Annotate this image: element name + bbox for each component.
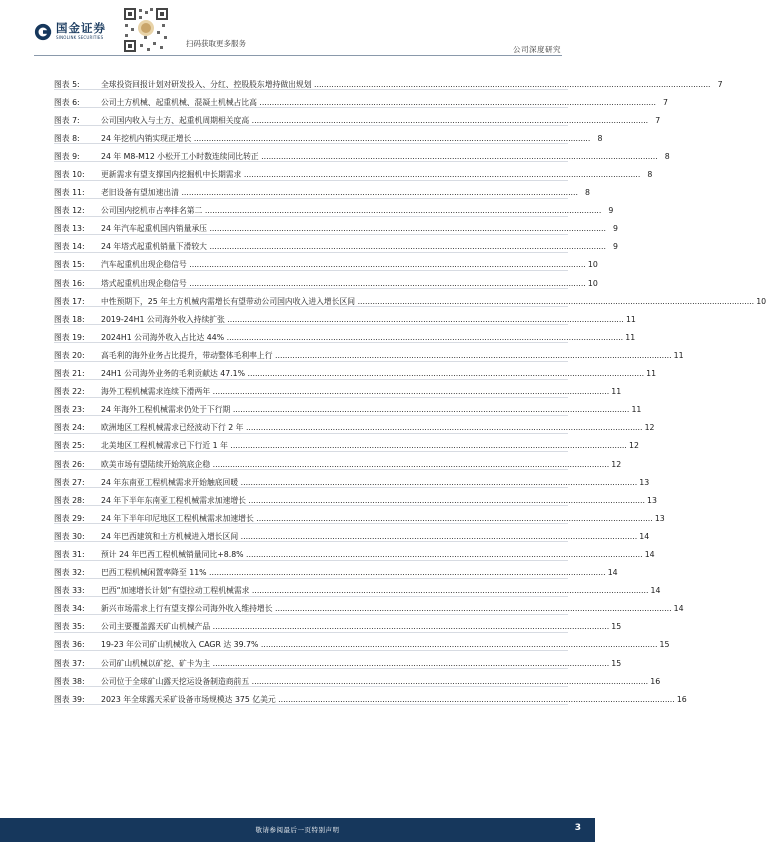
figure-number: 图表 25: (54, 441, 85, 451)
figure-page-number: 13 (647, 495, 657, 505)
figure-page-number: 13 (654, 513, 665, 523)
figure-page-number: 7 (655, 115, 661, 125)
figure-number: 图表 7: (54, 115, 80, 125)
figure-title: 海外工程机械需求连续下滑两年 ................................................................................................................................................................ (101, 387, 610, 397)
logo-english-name: SINOLINK SECURITIES (56, 35, 104, 40)
figure-number: 图表 28: (54, 495, 85, 505)
figure-number: 图表 36: (54, 640, 85, 650)
figure-number: 图表 39: (54, 694, 85, 704)
figure-number: 图表 37: (54, 658, 85, 668)
figure-number: 图表 23: (54, 405, 85, 415)
toc-entry[interactable] (54, 310, 636, 328)
figure-title: 24 年挖机内销实现正增长 ................................................................................................................................................................ (101, 133, 591, 143)
toc-entry[interactable] (54, 256, 598, 274)
figure-number: 图表 9: (54, 151, 80, 161)
figure-number: 图表 18: (54, 314, 85, 324)
toc-entry[interactable] (54, 274, 598, 292)
page-footer (0, 818, 595, 842)
figure-page-number: 8 (597, 133, 603, 143)
toc-entry[interactable] (54, 419, 655, 437)
figure-number: 图表 31: (54, 549, 85, 559)
toc-entry[interactable] (54, 690, 687, 708)
page-header (0, 0, 595, 62)
document-type-label: 公司深度研究 (513, 45, 561, 54)
figure-title: 24 年东南亚工程机械需求开始触底回暖 ................................................................................................................................................................ (101, 477, 638, 487)
figure-page-number: 12 (644, 423, 655, 433)
disclaimer-notice: 敬请参阅最后一页特别声明 (255, 826, 340, 834)
toc-entry[interactable] (54, 527, 650, 545)
toc-entry[interactable] (54, 600, 684, 618)
toc-entry[interactable] (54, 129, 603, 147)
toc-entry[interactable] (54, 111, 661, 129)
figure-page-number: 14 (673, 604, 684, 614)
figure-title: 24 年下半年东南亚工程机械需求加速增长 ................................................................................................................................................................ (101, 495, 645, 505)
figure-number: 图表 6: (54, 97, 80, 107)
figure-page-number: 14 (639, 531, 650, 541)
figure-title: 欧洲地区工程机械需求已经波动下行 2 年 ................................................................................................................................................................ (101, 423, 643, 433)
figure-number: 图表 22: (54, 387, 85, 397)
figure-number: 图表 21: (54, 369, 85, 379)
figure-number: 图表 27: (54, 477, 85, 487)
figure-title: 老旧设备有望加速出清 ................................................................................................................................................................ (101, 188, 578, 198)
figure-number: 图表 24: (54, 423, 85, 433)
figure-number: 图表 11: (54, 188, 85, 198)
figure-list (54, 75, 766, 708)
figure-number: 图表 14: (54, 242, 85, 252)
toc-entry[interactable] (54, 564, 618, 582)
figure-title: 公司国内挖机市占率排名第二 ................................................................................................................................................................ (101, 206, 602, 216)
sinolink-logo-icon (34, 23, 52, 41)
company-logo (34, 22, 106, 41)
figure-title: 24 年塔式起重机销量下滑较大 ................................................................................................................................................................ (101, 242, 606, 252)
figure-title: 公司主要覆盖露天矿山机械产品 ................................................................................................................................................................ (101, 622, 610, 632)
toc-entry[interactable] (54, 455, 622, 473)
figure-number: 图表 34: (54, 604, 85, 614)
figure-title: 巴西“加速增长计划”有望拉动工程机械需求 ................................................................................................................................................................ (101, 586, 649, 596)
figure-page-number: 11 (631, 405, 642, 415)
figure-page-number: 11 (625, 332, 636, 342)
figure-page-number: 10 (587, 278, 598, 288)
figure-title: 中性预期下，25 年土方机械内需增长有望带动公司国内收入进入增长区间 ................................................................................................................................................................ (101, 296, 755, 306)
figure-title: 公司矿山机械以矿挖、矿卡为主 ................................................................................................................................................................ (101, 658, 610, 668)
figure-page-number: 8 (664, 151, 670, 161)
figure-page-number: 16 (676, 694, 687, 704)
figure-page-number: 11 (611, 387, 622, 397)
toc-entry[interactable] (54, 401, 642, 419)
figure-number: 图表 5: (54, 79, 80, 89)
toc-entry[interactable] (54, 328, 636, 346)
scan-for-services-text: 扫码获取更多服务 (186, 39, 246, 48)
figure-title: 公司土方机械、起重机械、混凝土机械占比高 ................................................................................................................................................................ (101, 97, 656, 107)
toc-entry[interactable] (54, 93, 668, 111)
toc-entry[interactable] (54, 473, 650, 491)
qr-code-icon[interactable] (122, 6, 170, 54)
figure-title: 更新需求有望支撑国内挖掘机中长期需求 ................................................................................................................................................................ (101, 170, 641, 180)
toc-entry[interactable] (54, 437, 639, 455)
figure-page-number: 9 (613, 242, 618, 252)
figure-number: 图表 29: (54, 513, 85, 523)
figure-number: 图表 30: (54, 531, 85, 541)
figure-title: 高毛利的海外业务占比提升，带动整体毛利率上行 ................................................................................................................................................................ (101, 350, 672, 360)
toc-entry[interactable] (54, 346, 684, 364)
toc-entry[interactable] (54, 238, 618, 256)
figure-page-number: 11 (646, 369, 657, 379)
figure-title: 24H1 公司海外业务的毛利贡献达 47.1% ................................................................................................................................................................ (101, 369, 645, 379)
figure-title: 公司位于全球矿山露天挖运设备制造商前五 ................................................................................................................................................................ (101, 676, 649, 686)
figure-number: 图表 35: (54, 622, 85, 632)
toc-entry[interactable] (54, 202, 614, 220)
figure-page-number: 12 (611, 459, 622, 469)
figure-number: 图表 10: (54, 170, 85, 180)
figure-title: 2023 年全球露天采矿设备市场规模达 375 亿美元 ................................................................................................................................................................ (101, 694, 675, 704)
figure-page-number: 9 (613, 224, 618, 234)
figure-title: 塔式起重机出现企稳信号 ................................................................................................................................................................ (101, 278, 586, 288)
figure-title: 24 年下半年印尼地区工程机械需求加速增长 ................................................................................................................................................................ (101, 513, 653, 523)
figure-page-number: 15 (611, 658, 622, 668)
page-number: 3 (574, 823, 581, 833)
figure-title: 巴西工程机械闲置率降至 11% ................................................................................................................................................................ (101, 568, 606, 578)
figure-title: 19-23 年公司矿山机械收入 CAGR 达 39.7% ................................................................................................................................................................ (101, 640, 658, 650)
figure-number: 图表 33: (54, 586, 85, 596)
figure-page-number: 11 (673, 350, 684, 360)
header-divider (34, 55, 562, 56)
toc-entry[interactable] (54, 636, 670, 654)
figure-page-number: 7 (663, 97, 668, 107)
toc-entry[interactable] (54, 184, 590, 202)
figure-number: 图表 16: (54, 278, 85, 288)
figure-number: 图表 17: (54, 296, 85, 306)
toc-entry[interactable] (54, 545, 655, 563)
figure-page-number: 13 (639, 477, 650, 487)
figure-title: 24 年海外工程机械需求仍处于下行期 ................................................................................................................................................................ (101, 405, 630, 415)
figure-title: 24 年汽车起重机国内销量承压 ................................................................................................................................................................ (101, 224, 606, 234)
logo-chinese-name: 国金证券 (56, 21, 106, 35)
toc-entry[interactable] (54, 147, 670, 165)
figure-page-number: 16 (650, 676, 661, 686)
figure-number: 图表 12: (54, 206, 85, 216)
toc-entry[interactable] (54, 618, 622, 636)
figure-page-number: 12 (628, 441, 639, 451)
figure-page-number: 9 (608, 206, 614, 216)
figure-number: 图表 32: (54, 568, 85, 578)
figure-title: 汽车起重机出现企稳信号 ................................................................................................................................................................ (101, 260, 586, 270)
figure-number: 图表 20: (54, 350, 85, 360)
figure-number: 图表 38: (54, 676, 85, 686)
toc-entry[interactable] (54, 491, 657, 509)
figure-page-number: 14 (650, 586, 661, 596)
toc-entry[interactable] (54, 582, 661, 600)
toc-entry[interactable] (54, 509, 665, 527)
figure-title: 2019-24H1 公司海外收入持续扩张 ................................................................................................................................................................ (101, 314, 624, 324)
figure-page-number: 14 (644, 549, 655, 559)
figure-page-number: 15 (611, 622, 622, 632)
figure-number: 图表 19: (54, 332, 85, 342)
figure-page-number: 10 (587, 260, 598, 270)
figure-title: 24 年巴西建筑和土方机械进入增长区间 ................................................................................................................................................................ (101, 531, 638, 541)
figure-number: 图表 15: (54, 260, 85, 270)
toc-entry[interactable] (54, 292, 766, 310)
toc-entry[interactable] (54, 365, 657, 383)
toc-entry[interactable] (54, 383, 622, 401)
figure-page-number: 10 (756, 296, 766, 306)
figure-title: 欧美市场有望陆续开始筑底企稳 ................................................................................................................................................................ (101, 459, 610, 469)
toc-entry[interactable] (54, 75, 723, 93)
toc-entry[interactable] (54, 165, 653, 183)
figure-page-number: 15 (659, 640, 670, 650)
figure-page-number: 11 (625, 314, 636, 324)
toc-entry[interactable] (54, 672, 661, 690)
figure-page-number: 8 (647, 170, 653, 180)
toc-entry[interactable] (54, 220, 618, 238)
figure-page-number: 7 (717, 79, 723, 89)
figure-title: 2024H1 公司海外收入占比达 44% ................................................................................................................................................................ (101, 332, 624, 342)
figure-title: 预计 24 年巴西工程机械销量同比+8.8% ................................................................................................................................................................ (101, 549, 643, 559)
figure-number: 图表 13: (54, 224, 85, 234)
figure-page-number: 8 (585, 188, 590, 198)
figure-title: 北美地区工程机械需求已下行近 1 年 ................................................................................................................................................................ (101, 441, 627, 451)
figure-number: 图表 8: (54, 133, 80, 143)
figure-title: 全球投资回报计划对研发投入、分红、控股股东增持做出规划 ................................................................................................................................................................ (101, 79, 711, 89)
figure-page-number: 14 (607, 568, 618, 578)
figure-title: 新兴市场需求上行有望支撑公司海外收入维持增长 ................................................................................................................................................................ (101, 604, 672, 614)
toc-entry[interactable] (54, 654, 622, 672)
figure-title: 公司国内收入与土方、起重机周期相关度高 ................................................................................................................................................................ (101, 115, 649, 125)
figure-title: 24 年 M8-M12 小松开工小时数连续同比转正 ................................................................................................................................................................ (101, 151, 658, 161)
figure-number: 图表 26: (54, 459, 85, 469)
